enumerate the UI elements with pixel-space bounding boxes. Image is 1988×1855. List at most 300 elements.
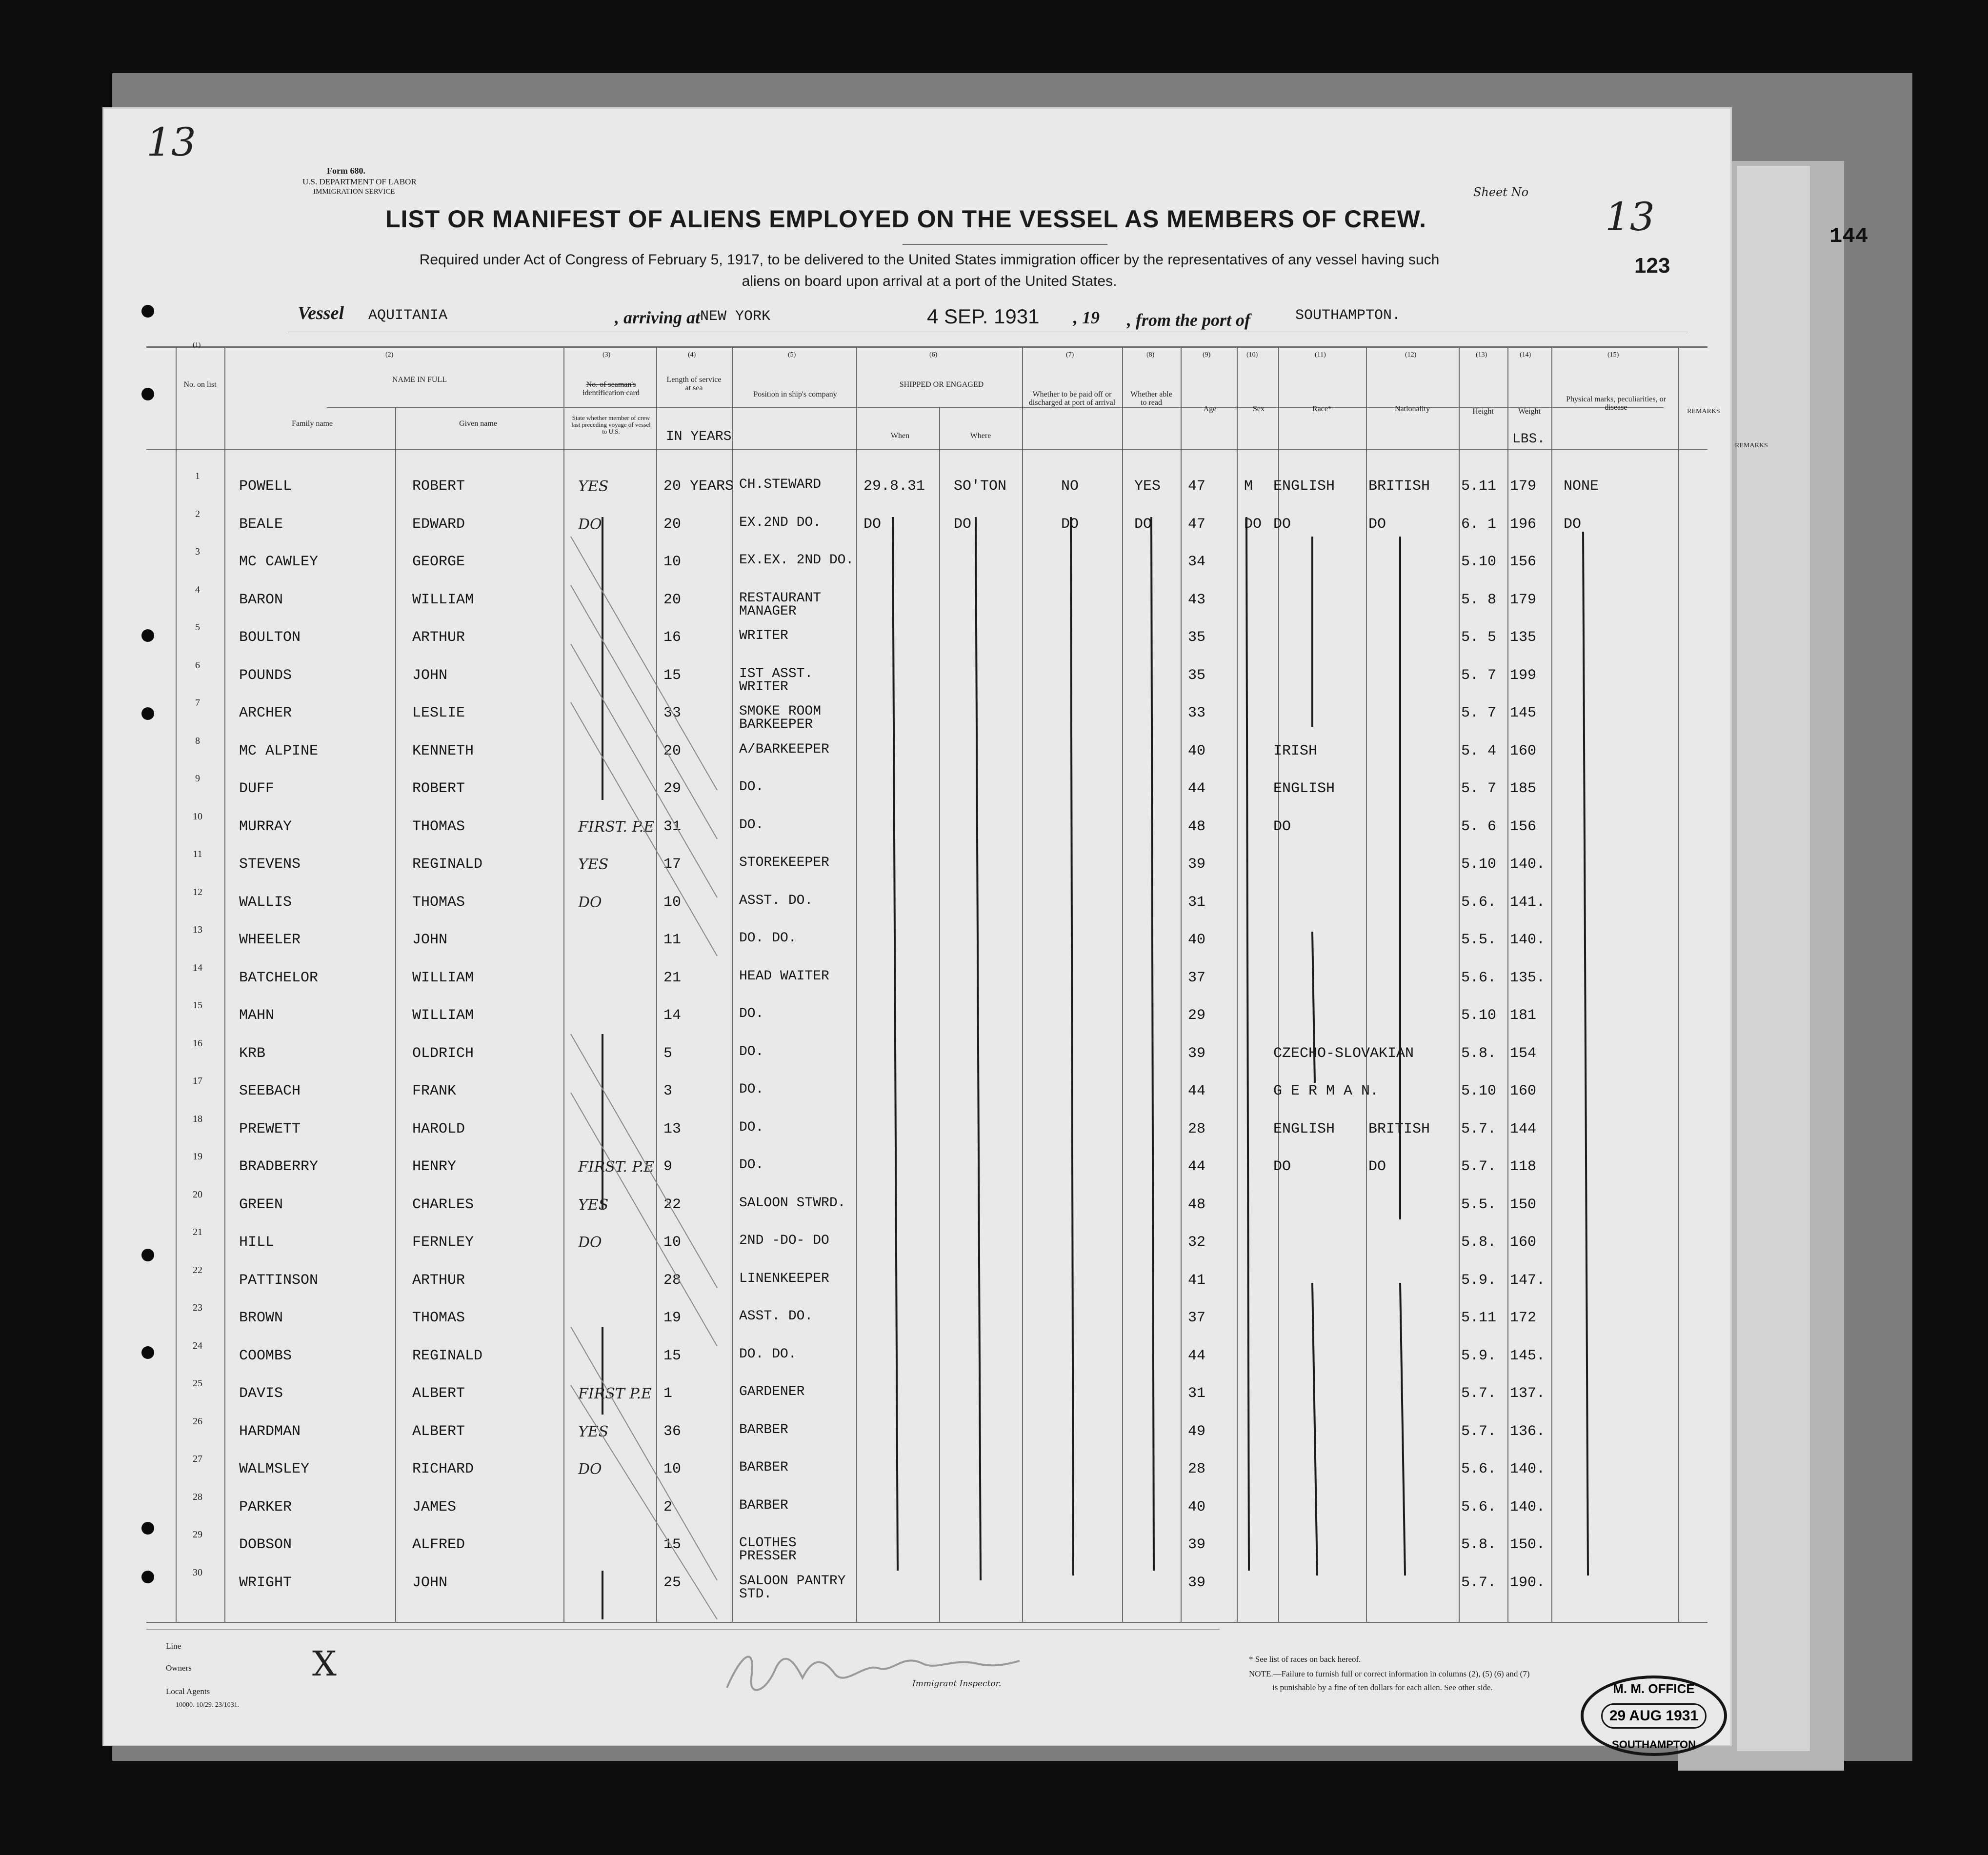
cell-height: 5.7.	[1461, 1158, 1497, 1175]
vessel-label: Vessel	[298, 303, 344, 323]
punch-hole	[141, 1571, 154, 1583]
cell-prev: FIRST. P.E	[578, 818, 655, 836]
cell-race: ENGLISH	[1273, 1120, 1335, 1137]
cell-no: 13	[193, 924, 202, 935]
arrival-date: 4 SEP. 1931	[927, 305, 1040, 328]
cell-position: DO.	[739, 1082, 764, 1097]
cell-no: 12	[193, 886, 202, 898]
cell-height: 5. 7	[1461, 667, 1497, 684]
cell-height: 5. 6	[1461, 818, 1497, 835]
cell-weight: 185	[1510, 780, 1537, 797]
col-number: (13)	[1476, 351, 1487, 359]
cell-height: 5.11	[1461, 478, 1497, 495]
col-number: (5)	[788, 351, 796, 359]
cell-height: 5. 4	[1461, 742, 1497, 759]
cell-service: 20 YEARS	[663, 478, 734, 495]
cell-no: 1	[195, 471, 200, 481]
cell-height: 5.10	[1461, 1007, 1497, 1024]
cell-position: SMOKE ROOM BARKEEPER	[739, 704, 822, 732]
col-number: (12)	[1405, 351, 1417, 359]
cell-age: 35	[1188, 629, 1206, 646]
cell-family: WALMSLEY	[239, 1461, 310, 1477]
back-sheet-edge	[1737, 166, 1810, 1751]
cell-when: 29.8.31	[863, 478, 925, 495]
cell-given: JOHN	[412, 932, 448, 948]
cell-no: 22	[193, 1264, 202, 1276]
stamp-bottom-text: SOUTHAMPTON	[1612, 1738, 1696, 1751]
cell-height: 5.7.	[1461, 1574, 1497, 1591]
arriving-label: , arriving at	[615, 308, 701, 327]
cell-read: DO	[1134, 516, 1152, 533]
cell-age: 49	[1188, 1423, 1206, 1440]
cell-race: DO	[1273, 516, 1291, 533]
cell-age: 40	[1188, 932, 1206, 948]
cell-prev: YES	[578, 1196, 609, 1214]
cell-no: 30	[193, 1567, 202, 1578]
cell-position: DO.	[739, 817, 764, 833]
cell-service: 11	[663, 932, 682, 948]
footer-note-1: NOTE.—Failure to furnish full or correct information in columns (2), (5) (6) and (7)	[1249, 1669, 1530, 1678]
cell-position: BARBER	[739, 1422, 788, 1437]
cell-given: THOMAS	[412, 818, 465, 835]
cell-given: ROBERT	[412, 478, 465, 495]
cell-age: 40	[1188, 742, 1206, 759]
cell-service: 10	[663, 554, 682, 570]
cell-nationality: BRITISH	[1368, 1120, 1430, 1137]
punch-hole	[141, 707, 154, 720]
header-race: Race*	[1312, 405, 1332, 413]
cell-weight: 145.	[1510, 1347, 1546, 1364]
cell-weight: 156	[1510, 554, 1537, 570]
cell-given: WILLIAM	[412, 969, 474, 986]
col-number: (1)	[193, 341, 201, 349]
cell-prev: FIRST. P.E	[578, 1158, 655, 1176]
cell-family: WRIGHT	[239, 1574, 292, 1591]
cell-height: 5.6.	[1461, 1461, 1497, 1477]
punch-hole	[141, 629, 154, 642]
cell-no: 28	[193, 1491, 202, 1502]
punch-hole	[141, 305, 154, 318]
cell-age: 35	[1188, 667, 1206, 684]
col-number: (2)	[385, 351, 394, 359]
cell-weight: 135	[1510, 629, 1537, 646]
form-service: IMMIGRATION SERVICE	[313, 188, 395, 196]
form-department: U.S. DEPARTMENT OF LABOR	[302, 177, 417, 186]
cell-no: 9	[195, 773, 200, 784]
cell-no: 27	[193, 1454, 202, 1464]
cell-weight: 160	[1510, 1083, 1537, 1099]
footer-note-2: is punishable by a fine of ten dollars for each alien. See other side.	[1272, 1683, 1493, 1692]
header-physical-marks: Physical marks, peculiarities, or disease	[1566, 395, 1666, 412]
cell-weight: 181	[1510, 1007, 1537, 1024]
cell-family: BROWN	[239, 1310, 283, 1326]
cell-service: 9	[663, 1158, 673, 1175]
inspector-label: Immigrant Inspector.	[912, 1679, 1002, 1689]
header-age: Age	[1203, 405, 1217, 413]
cell-weight: 140.	[1510, 1498, 1546, 1516]
footer-owners-label: Owners	[166, 1663, 192, 1673]
cell-given: THOMAS	[412, 1310, 465, 1326]
cell-height: 5. 7	[1461, 780, 1497, 797]
cell-service: 10	[663, 1461, 682, 1477]
cell-family: BOULTON	[239, 629, 301, 646]
cell-race: CZECHO-SLOVAKIAN	[1273, 1045, 1414, 1062]
vessel-name: AQUITANIA	[368, 307, 448, 324]
col-number: (6)	[929, 351, 938, 359]
cell-service: 10	[663, 1234, 682, 1251]
cell-weight: 150.	[1510, 1536, 1546, 1553]
header-length-service: Length of service at sea	[666, 376, 722, 392]
cell-given: FRANK	[412, 1083, 457, 1099]
ditto-strokes	[102, 107, 1732, 1746]
cell-given: THOMAS	[412, 894, 465, 911]
cell-position: ASST. DO.	[739, 1309, 813, 1324]
cell-position: EX.EX. 2ND DO.	[739, 553, 854, 568]
cell-no: 26	[193, 1416, 202, 1427]
cell-race: DO	[1273, 818, 1291, 835]
cell-service: 15	[663, 1347, 682, 1364]
cell-height: 5.7.	[1461, 1120, 1497, 1137]
cell-paid: NO	[1061, 478, 1079, 495]
cell-weight: 137.	[1510, 1385, 1546, 1402]
cell-no: 25	[193, 1378, 202, 1389]
cell-age: 28	[1188, 1461, 1206, 1477]
cell-service: 15	[663, 1536, 682, 1553]
col-number: (14)	[1520, 351, 1531, 359]
cell-height: 5.8.	[1461, 1536, 1497, 1553]
cell-prev: YES	[578, 856, 609, 873]
cell-no: 19	[193, 1151, 202, 1162]
cell-race: ENGLISH	[1273, 780, 1335, 797]
cell-height: 5.6.	[1461, 969, 1497, 986]
header-able-to-read: Whether able to read	[1130, 390, 1172, 407]
stamp-date: 29 AUG 1931	[1601, 1703, 1707, 1729]
cell-no: 20	[193, 1189, 202, 1200]
cell-given: GEORGE	[412, 554, 465, 570]
cell-nationality: BRITISH	[1368, 478, 1430, 495]
cell-age: 39	[1188, 1536, 1206, 1553]
cell-position: DO.	[739, 779, 764, 795]
cell-weight: 141.	[1510, 894, 1546, 911]
cell-height: 5.10	[1461, 554, 1497, 570]
owners-mark: X	[312, 1644, 337, 1684]
cell-family: MC CAWLEY	[239, 554, 319, 570]
cell-no: 15	[193, 1000, 202, 1011]
cell-weight: 145	[1510, 705, 1537, 721]
cell-no: 4	[195, 584, 200, 595]
cell-weight: 135.	[1510, 969, 1546, 986]
cell-service: 1	[663, 1385, 673, 1402]
cell-family: DAVIS	[239, 1385, 283, 1402]
stamped-sheet-number: 123	[1634, 254, 1670, 278]
side-page-number: 144	[1829, 224, 1868, 249]
footer-line-label: Line	[166, 1641, 181, 1651]
cell-weight: 196	[1510, 516, 1537, 533]
from-label: , from the port of	[1127, 310, 1251, 330]
cell-service: 29	[663, 780, 682, 797]
cell-prev: FIRST P.E	[578, 1385, 652, 1402]
cell-age: 48	[1188, 1196, 1206, 1213]
cell-family: BRADBERRY	[239, 1158, 319, 1175]
cell-age: 31	[1188, 1385, 1206, 1402]
cell-service: 5	[663, 1045, 673, 1062]
cell-family: BARON	[239, 591, 283, 608]
cell-prev: YES	[578, 478, 609, 495]
cell-position: IST ASST. WRITER	[739, 666, 813, 695]
cell-age: 39	[1188, 1574, 1206, 1591]
cell-given: EDWARD	[412, 516, 465, 533]
cell-age: 39	[1188, 1045, 1206, 1062]
cell-age: 48	[1188, 818, 1206, 835]
header-family-name: Family name	[292, 419, 333, 428]
cell-service: 21	[663, 969, 682, 986]
punch-hole	[141, 1346, 154, 1359]
cell-weight: 172	[1510, 1310, 1537, 1326]
cell-position: DO.	[739, 1119, 764, 1135]
cell-height: 5. 5	[1461, 629, 1497, 646]
punch-hole	[141, 1249, 154, 1261]
cell-race: ENGLISH	[1273, 478, 1335, 495]
subtitle-line-2: aliens on board upon arrival at a port of the United States.	[742, 273, 1117, 289]
cell-family: MC ALPINE	[239, 742, 319, 759]
cell-age: 31	[1188, 894, 1206, 911]
header-position: Position in ship's company	[753, 390, 837, 399]
cell-service: 31	[663, 818, 682, 835]
cell-family: BEALE	[239, 516, 283, 533]
cell-age: 44	[1188, 1347, 1206, 1364]
cell-no: 16	[193, 1037, 202, 1049]
header-paid-off: Whether to be paid off or discharged at port of arrival	[1028, 390, 1116, 407]
header-shipped: SHIPPED OR ENGAGED	[899, 380, 984, 389]
cell-given: KENNETH	[412, 742, 474, 759]
cell-height: 5.9.	[1461, 1272, 1497, 1289]
cell-position: STOREKEEPER	[739, 855, 829, 870]
cell-service: 33	[663, 705, 682, 721]
cell-service: 2	[663, 1498, 673, 1516]
header-height: Height	[1472, 407, 1494, 416]
cell-age: 40	[1188, 1498, 1206, 1516]
cell-family: WALLIS	[239, 894, 292, 911]
cell-no: 3	[195, 546, 200, 557]
cell-given: WILLIAM	[412, 1007, 474, 1024]
cell-family: WHEELER	[239, 932, 301, 948]
cell-no: 7	[195, 698, 200, 708]
cell-given: ARTHUR	[412, 1272, 465, 1289]
cell-weight: 147.	[1510, 1272, 1546, 1289]
cell-nationality: DO	[1368, 1158, 1386, 1175]
cell-given: CHARLES	[412, 1196, 474, 1213]
cell-no: 17	[193, 1076, 202, 1086]
cell-position: LINENKEEPER	[739, 1271, 829, 1286]
header-previous-voyage: State whether member of crew last preceding voyage of vessel to U.S.	[571, 414, 651, 435]
col-number: (15)	[1607, 351, 1619, 359]
cell-given: ALBERT	[412, 1423, 465, 1440]
cell-height: 5.7.	[1461, 1385, 1497, 1402]
cell-marks: DO	[1564, 516, 1582, 533]
cell-weight: 118	[1510, 1158, 1537, 1175]
header-weight: Weight	[1518, 407, 1541, 416]
cell-service: 15	[663, 667, 682, 684]
arriving-port: NEW YORK	[700, 308, 771, 325]
punch-hole	[141, 1522, 154, 1535]
cell-given: REGINALD	[412, 1347, 483, 1364]
cell-service: 16	[663, 629, 682, 646]
cell-service: 13	[663, 1120, 682, 1137]
sheet-label: Sheet No	[1473, 185, 1529, 199]
cell-family: PARKER	[239, 1498, 292, 1516]
cell-weight: 160	[1510, 742, 1537, 759]
cell-position: HEAD WAITER	[739, 968, 829, 984]
cell-no: 21	[193, 1227, 202, 1237]
from-port: SOUTHAMPTON.	[1295, 307, 1401, 324]
cell-prev: DO	[578, 1461, 602, 1478]
cell-family: POWELL	[239, 478, 292, 495]
year-label: , 19	[1073, 308, 1100, 327]
header-where: Where	[970, 432, 991, 440]
cell-read: YES	[1134, 478, 1161, 495]
header-given-name: Given name	[459, 419, 497, 428]
cell-family: KRB	[239, 1045, 266, 1062]
cell-no: 11	[193, 849, 202, 859]
cell-age: 28	[1188, 1120, 1206, 1137]
cell-family: HILL	[239, 1234, 275, 1251]
cell-where: SO'TON	[954, 478, 1007, 495]
cell-position: BARBER	[739, 1460, 788, 1475]
cell-no: 10	[193, 811, 202, 822]
cell-family: STEVENS	[239, 856, 301, 873]
cell-age: 29	[1188, 1007, 1206, 1024]
header-name-in-full: NAME IN FULL	[392, 376, 447, 384]
col-number: (8)	[1146, 351, 1155, 359]
cell-weight: 150	[1510, 1196, 1537, 1213]
cell-height: 5.6.	[1461, 894, 1497, 911]
cell-no: 29	[193, 1529, 202, 1540]
cell-height: 5.5.	[1461, 932, 1497, 948]
footer-note-races: * See list of races on back hereof.	[1249, 1655, 1361, 1664]
cell-age: 37	[1188, 969, 1206, 986]
cell-where: DO	[954, 516, 972, 533]
cell-service: 19	[663, 1310, 682, 1326]
cell-no: 18	[193, 1113, 202, 1124]
cell-given: REGINALD	[412, 856, 483, 873]
cell-family: BATCHELOR	[239, 969, 319, 986]
cell-given: HAROLD	[412, 1120, 465, 1137]
cell-no: 14	[193, 962, 202, 973]
cell-given: LESLIE	[412, 705, 465, 721]
cell-weight: 140.	[1510, 856, 1546, 873]
cell-no: 2	[195, 508, 200, 519]
form-number: Form 680.	[327, 166, 365, 176]
cell-when: DO	[863, 516, 882, 533]
cell-weight: 190.	[1510, 1574, 1546, 1591]
cell-position: DO.	[739, 1044, 764, 1059]
header-remarks-outer: REMARKS	[1735, 442, 1768, 449]
subtitle-line-1: Required under Act of Congress of February 5, 1917, to be delivered to the United States immigration officer by the representatives of any vessel having such	[419, 252, 1440, 268]
header-seamans-card: No. of seaman's identification card	[582, 380, 640, 397]
cell-age: 33	[1188, 705, 1206, 721]
cell-height: 5.8.	[1461, 1045, 1497, 1062]
cell-service: 10	[663, 894, 682, 911]
cell-given: WILLIAM	[412, 591, 474, 608]
cell-age: 44	[1188, 780, 1206, 797]
cell-position: CH.STEWARD	[739, 477, 822, 492]
col-number: (7)	[1066, 351, 1074, 359]
header-nationality: Nationality	[1395, 405, 1430, 413]
inspector-signature	[722, 1634, 1024, 1707]
cell-family: PREWETT	[239, 1120, 301, 1137]
cell-height: 5.10	[1461, 1083, 1497, 1099]
header-when: When	[890, 432, 910, 440]
cell-prev: DO	[578, 1234, 602, 1251]
cell-height: 5.11	[1461, 1310, 1497, 1326]
cell-no: 23	[193, 1302, 202, 1313]
header-remarks: REMARKS	[1687, 408, 1720, 415]
cell-height: 5.9.	[1461, 1347, 1497, 1364]
cell-marks: NONE	[1564, 478, 1599, 495]
header-no-on-list: No. on list	[183, 380, 217, 389]
stamp-top-text: M. M. OFFICE	[1613, 1681, 1695, 1696]
cell-height: 5.6.	[1461, 1498, 1497, 1516]
cell-weight: 199	[1510, 667, 1537, 684]
cell-sex: DO	[1244, 516, 1262, 533]
cell-family: MURRAY	[239, 818, 292, 835]
page-title: LIST OR MANIFEST OF ALIENS EMPLOYED ON THE VESSEL AS MEMBERS OF CREW.	[385, 205, 1426, 233]
cell-service: 28	[663, 1272, 682, 1289]
cell-weight: 154	[1510, 1045, 1537, 1062]
sheet-number: 13	[1605, 194, 1655, 239]
cell-given: RICHARD	[412, 1461, 474, 1477]
cell-age: 44	[1188, 1158, 1206, 1175]
cell-given: ROBERT	[412, 780, 465, 797]
cell-age: 39	[1188, 856, 1206, 873]
cell-service: 3	[663, 1083, 673, 1099]
footer-agents-label: Local Agents	[166, 1687, 210, 1696]
cell-age: 43	[1188, 591, 1206, 608]
cell-weight: 160	[1510, 1234, 1537, 1251]
col-number: (11)	[1315, 351, 1326, 359]
cell-position: SALOON PANTRY STD.	[739, 1573, 846, 1602]
cell-position: CLOTHES PRESSER	[739, 1536, 797, 1564]
col-number: (9)	[1203, 351, 1211, 359]
cell-position: RESTAURANT MANAGER	[739, 590, 822, 619]
cell-weight: 179	[1510, 478, 1537, 495]
cell-service: 17	[663, 856, 682, 873]
cell-given: JOHN	[412, 1574, 448, 1591]
cell-height: 5.10	[1461, 856, 1497, 873]
cell-given: OLDRICH	[412, 1045, 474, 1062]
cell-age: 37	[1188, 1310, 1206, 1326]
header-weight-units: LBS.	[1512, 432, 1546, 447]
cell-given: FERNLEY	[412, 1234, 474, 1251]
cell-height: 5.7.	[1461, 1423, 1497, 1440]
footer-print-code: 10000. 10/29. 23/1031.	[176, 1701, 240, 1709]
cell-no: 24	[193, 1340, 202, 1351]
cell-given: JAMES	[412, 1498, 457, 1516]
cell-service: 22	[663, 1196, 682, 1213]
cell-age: 47	[1188, 478, 1206, 495]
header-service-units: IN YEARS	[666, 429, 732, 444]
cell-position: DO.	[739, 1006, 764, 1021]
cell-family: DUFF	[239, 780, 275, 797]
cell-service: 25	[663, 1574, 682, 1591]
cell-position: BARBER	[739, 1497, 788, 1513]
manifest-sheet	[102, 107, 1768, 1751]
cell-race: G E R M A N.	[1273, 1083, 1379, 1099]
cell-position: GARDENER	[739, 1384, 805, 1399]
cell-family: ARCHER	[239, 705, 292, 721]
footer-rule	[146, 1629, 1220, 1630]
cell-family: PATTINSON	[239, 1272, 319, 1289]
